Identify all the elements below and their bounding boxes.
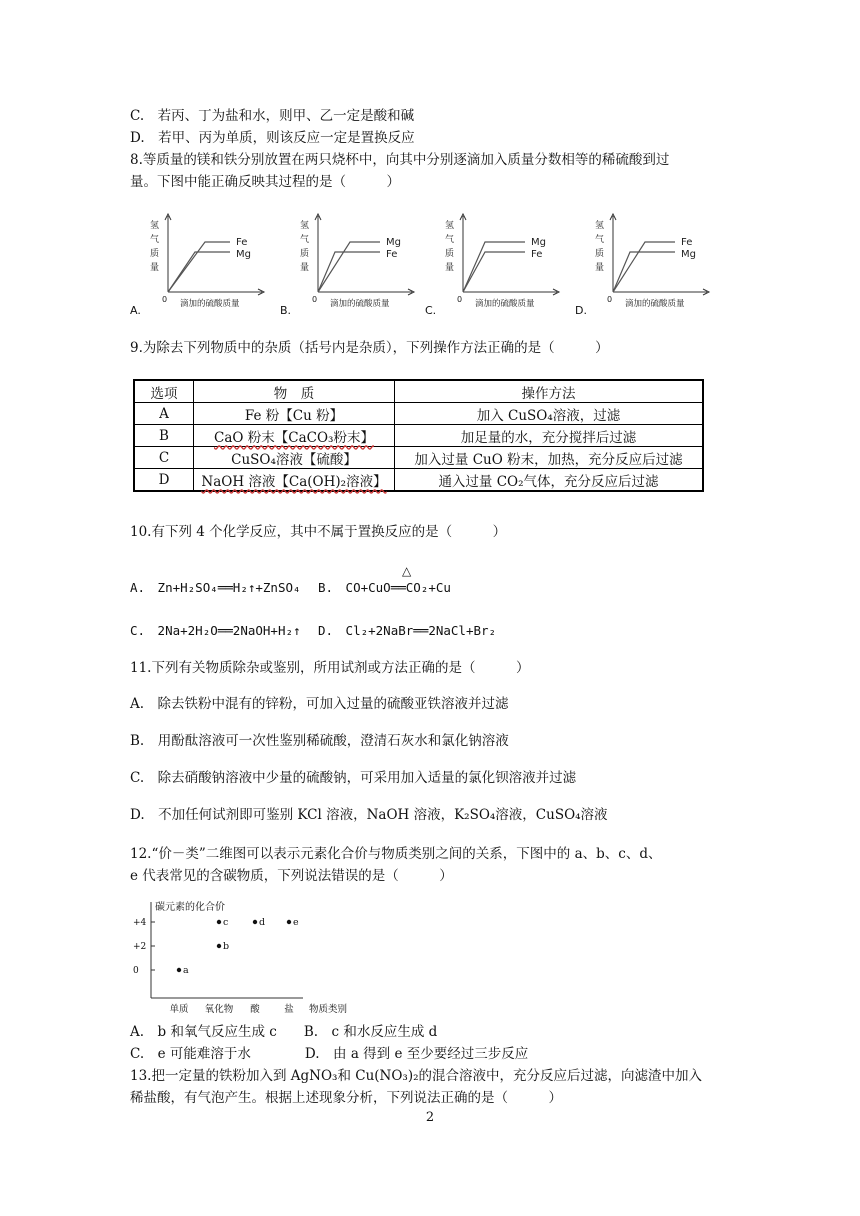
y-axis-label-char: 质	[445, 249, 455, 259]
y-tick-label: +4	[133, 918, 147, 928]
q8-stem-line2: 量。下图中能正确反映其过程的是（ ）	[130, 174, 400, 190]
y-axis-label-char: 氢	[595, 221, 605, 231]
origin-label: 0	[312, 295, 318, 304]
series-line-bottom	[318, 252, 380, 292]
row-substance: Fe 粉【Cu 粉】	[194, 403, 395, 425]
series-label-bottom: Mg	[236, 249, 251, 260]
q13-stem-line2: 稀盐酸，有气泡产生。根据上述现象分析，下列说法正确的是（ ）	[130, 1090, 562, 1106]
y-axis-label-char: 量	[300, 263, 310, 273]
series-label-bottom: Fe	[531, 249, 543, 260]
q12-stem-line2: e 代表常见的含碳物质，下列说法错误的是（ ）	[130, 868, 453, 884]
series-line-top	[613, 242, 675, 292]
y-axis-label-char: 质	[300, 249, 310, 259]
q10-option-b: B. CO+CuO══CO₂+Cu	[318, 580, 451, 595]
q10-option-d: D. Cl₂+2NaBr══2NaCl+Br₂	[318, 623, 497, 638]
y-axis-label-char: 气	[445, 235, 455, 245]
q8-graph-svg	[425, 212, 565, 317]
y-axis-label-char: 气	[150, 235, 160, 245]
data-point	[217, 944, 221, 948]
q8-option-label: D.	[575, 304, 587, 317]
origin-label: 0	[162, 295, 168, 304]
y-axis-label-char: 质	[595, 249, 605, 259]
q9-table	[133, 379, 704, 492]
y-axis-label: 碳元素的化合价	[155, 902, 225, 913]
series-line-top	[168, 242, 230, 292]
valence-chart-svg	[133, 898, 373, 1018]
x-axis-label: 滴加的硫酸质量	[330, 299, 390, 309]
y-axis-label-char: 量	[445, 263, 455, 273]
q13-stem-line1: 13.把一定量的铁粉加入到 AgNO₃和 Cu(NO₃)₂的混合溶液中，充分反应后过滤，向滤渣中加入	[130, 1068, 702, 1084]
row-option: B	[134, 425, 194, 447]
q11-option-c: C. 除去硝酸钠溶液中少量的硫酸钠，可采用加入适量的氯化钡溶液并过滤	[130, 770, 577, 786]
table-row	[134, 469, 703, 492]
data-point	[253, 920, 257, 924]
header-option: 选项	[134, 380, 194, 403]
q10-option-c: C. 2Na+2H₂O══2NaOH+H₂↑	[130, 623, 301, 638]
row-option: D	[134, 469, 194, 492]
row-method: 加入 CuSO₄溶液，过滤	[395, 403, 704, 425]
y-axis-label-char: 量	[595, 263, 605, 273]
x-axis-label: 滴加的硫酸质量	[475, 299, 535, 309]
q12-options-cd: C. e 可能难溶于水 D. 由 a 得到 e 至少要经过三步反应	[130, 1046, 529, 1062]
table-row	[134, 447, 703, 469]
q8-graph-svg	[130, 212, 270, 317]
origin-label: 0	[607, 295, 613, 304]
valence-class-chart	[133, 898, 373, 1022]
series-line-bottom	[613, 252, 675, 292]
data-point-label: c	[223, 917, 229, 928]
row-substance: CuSO₄溶液【硫酸】	[194, 447, 395, 469]
q8-graph-b	[280, 212, 420, 321]
x-axis-label: 物质类别	[309, 1004, 348, 1015]
table-header-row	[134, 380, 703, 403]
data-point-label: e	[293, 917, 299, 928]
q10-stem: 10.有下列 4 个化学反应，其中不属于置换反应的是（ ）	[130, 524, 507, 540]
origin-label: 0	[457, 295, 463, 304]
q9-stem: 9.为除去下列物质中的杂质（括号内是杂质），下列操作方法正确的是（ ）	[130, 340, 609, 356]
q12-stem-line1: 12.“价－类”二维图可以表示元素化合价与物质类别之间的关系，下图中的 a、b、c、d、	[130, 846, 662, 862]
x-tick-label: 氧化物	[204, 1004, 234, 1015]
header-method: 操作方法	[395, 380, 704, 403]
table-row	[134, 403, 703, 425]
q8-option-label: C.	[425, 304, 437, 317]
y-axis-label-char: 气	[595, 235, 605, 245]
q7-option-c: C. 若丙、丁为盐和水，则甲、乙一定是酸和碱	[130, 108, 415, 124]
series-label-bottom: Mg	[681, 249, 696, 260]
row-method: 加足量的水，充分搅拌后过滤	[395, 425, 704, 447]
q11-stem: 11.下列有关物质除杂或鉴别，所用试剂或方法正确的是（ ）	[130, 660, 530, 676]
page-number: 2	[425, 1110, 435, 1125]
heat-triangle-icon: △	[402, 564, 412, 578]
data-point-label: b	[223, 941, 230, 952]
x-axis-label: 滴加的硫酸质量	[180, 299, 240, 309]
series-line-top	[463, 242, 525, 292]
x-tick-label: 酸	[250, 1004, 260, 1015]
q7-option-d: D. 若甲、丙为单质，则该反应一定是置换反应	[130, 130, 415, 146]
row-substance: NaOH 溶液【Ca(OH)₂溶液】	[194, 469, 395, 492]
q11-option-d: D. 不加任何试剂即可鉴别 KCl 溶液，NaOH 溶液，K₂SO₄溶液，CuSO₄溶液	[130, 807, 608, 823]
y-axis-label-char: 质	[150, 249, 160, 259]
q8-graph-svg	[280, 212, 420, 317]
x-tick-label: 盐	[284, 1004, 294, 1015]
q10-option-a: A. Zn+H₂SO₄══H₂↑+ZnSO₄	[130, 580, 301, 595]
row-substance: CaO 粉末【CaCO₃粉末】	[194, 425, 395, 447]
y-axis-label-char: 氢	[445, 221, 455, 231]
q8-graph-svg	[575, 212, 715, 317]
y-axis-label-char: 气	[300, 235, 310, 245]
row-method: 加入过量 CuO 粉末，加热，充分反应后过滤	[395, 447, 704, 469]
series-label-top: Fe	[681, 237, 693, 248]
y-tick-label: +2	[133, 942, 147, 952]
q8-option-label: B.	[280, 304, 292, 317]
q8-graph-c	[425, 212, 565, 321]
q8-graph-d	[575, 212, 715, 321]
x-tick-label: 单质	[169, 1004, 189, 1015]
y-axis-label-char: 氢	[150, 221, 160, 231]
series-line-top	[318, 242, 380, 292]
q12-options-ab: A. b 和氧气反应生成 c B. c 和水反应生成 d	[130, 1024, 438, 1040]
q8-option-label: A.	[130, 304, 141, 317]
series-label-top: Mg	[531, 237, 546, 248]
y-axis-label-char: 氢	[300, 221, 310, 231]
row-option: A	[134, 403, 194, 425]
data-point	[287, 920, 291, 924]
x-axis-label: 滴加的硫酸质量	[625, 299, 685, 309]
series-label-top: Fe	[236, 237, 248, 248]
q8-graph-a	[130, 212, 270, 321]
series-label-top: Mg	[386, 237, 401, 248]
q11-option-a: A. 除去铁粉中混有的锌粉，可加入过量的硫酸亚铁溶液并过滤	[130, 696, 509, 712]
series-line-bottom	[168, 252, 230, 292]
row-option: C	[134, 447, 194, 469]
table-row	[134, 425, 703, 447]
row-method: 通入过量 CO₂气体，充分反应后过滤	[395, 469, 704, 492]
q11-option-b: B. 用酚酞溶液可一次性鉴别稀硫酸，澄清石灰水和氯化钠溶液	[130, 733, 509, 749]
header-substance: 物 质	[194, 380, 395, 403]
series-label-bottom: Fe	[386, 249, 398, 260]
q8-stem-line1: 8.等质量的镁和铁分别放置在两只烧杯中，向其中分别逐滴加入质量分数相等的稀硫酸到过	[130, 152, 670, 168]
data-point-label: d	[259, 917, 266, 928]
y-axis-label-char: 量	[150, 263, 160, 273]
data-point-label: a	[183, 965, 189, 976]
data-point	[177, 968, 181, 972]
y-tick-label: 0	[133, 966, 139, 976]
data-point	[217, 920, 221, 924]
